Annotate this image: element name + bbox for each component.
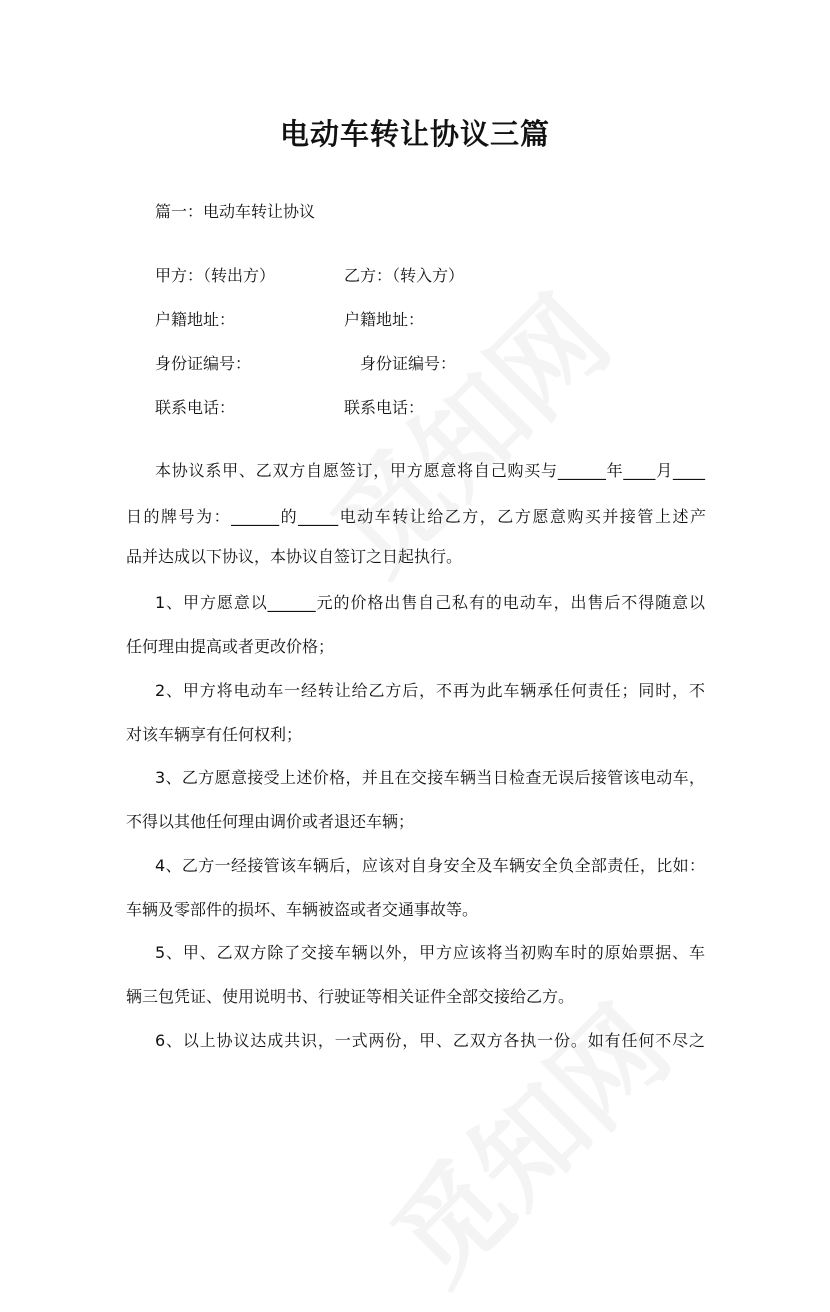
clause-line: 1、甲方愿意以______元的价格出售自己私有的电动车，出售后不得随意以 [155,593,705,612]
clause-line: 3、乙方愿意接受上述价格，并且在交接车辆当日检查无误后接管该电动车， [155,768,705,787]
id-b-label: 身份证编号： [360,354,457,373]
clause-line: 6、以上协议达成共识，一式两份，甲、乙双方各执一份。如有任何不尽之 [155,1031,705,1050]
party-b-label: 乙方：（转入方） [344,266,465,285]
intro-line: 日的牌号为：______的_____电动车转让给乙方，乙方愿意购买并接管上述产 [126,507,706,526]
phone-a-label: 联系电话： [155,398,236,417]
clause-line: 任何理由提高或者更改价格； [126,637,335,656]
address-b-label: 户籍地址： [344,310,425,329]
section-heading: 篇一：电动车转让协议 [155,202,316,221]
document-title: 电动车转让协议三篇 [279,117,550,151]
clause-line: 2、甲方将电动车一经转让给乙方后，不再为此车辆承任何责任；同时，不 [155,681,705,700]
clause-line: 车辆及零部件的损坏、车辆被盗或者交通事故等。 [126,900,479,919]
clause-line: 5、甲、乙双方除了交接车辆以外，甲方应该将当初购车时的原始票据、车 [155,943,705,962]
clause-line: 4、乙方一经接管该车辆后，应该对自身安全及车辆安全负全部责任，比如： [155,856,705,875]
id-a-label: 身份证编号： [155,354,252,373]
clause-line: 辆三包凭证、使用说明书、行驶证等相关证件全部交接给乙方。 [126,987,575,1006]
clause-line: 对该车辆享有任何权利； [126,725,303,744]
party-a-label: 甲方：（转出方） [155,266,276,285]
address-a-label: 户籍地址： [155,310,236,329]
clause-line: 不得以其他任何理由调价或者退还车辆； [126,812,415,831]
phone-b-label: 联系电话： [344,398,425,417]
watermark [352,966,697,1311]
intro-line: 品并达成以下协议，本协议自签订之日起执行。 [126,547,463,566]
intro-line: 本协议系甲、乙双方自愿签订，甲方愿意将自己购买与______年____月____ [155,461,705,480]
